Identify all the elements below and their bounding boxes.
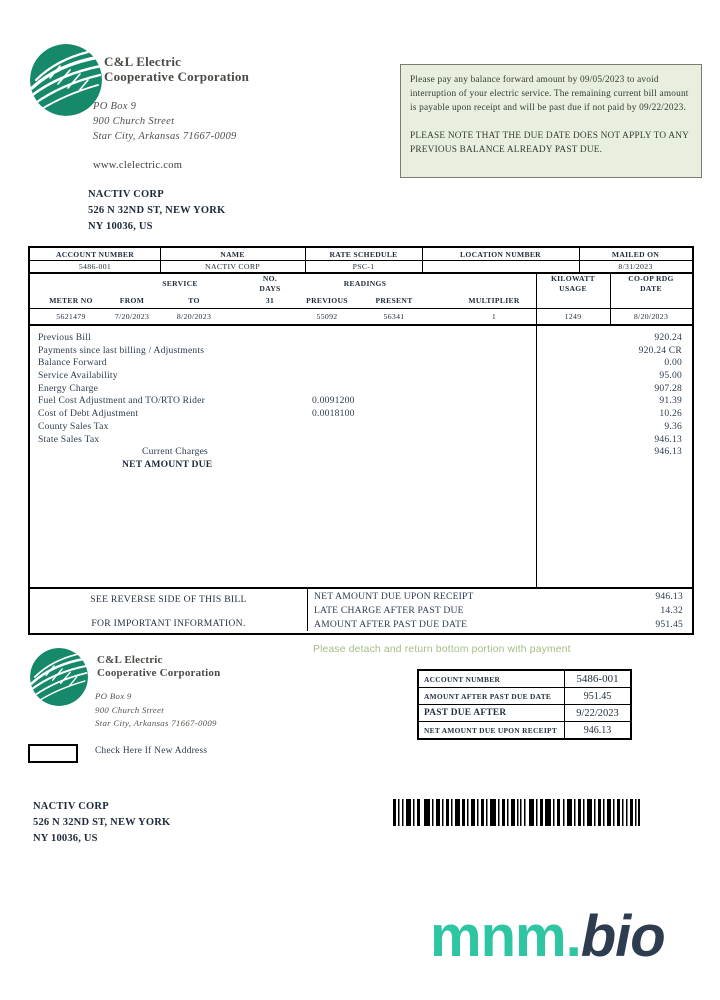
charge-amount: 9.36 bbox=[664, 420, 682, 432]
new-address-checkbox-label: Check Here If New Address bbox=[95, 746, 208, 756]
charge-row bbox=[30, 370, 692, 383]
stub-city: Star City, Arkansas 71667-0009 bbox=[95, 718, 217, 729]
summary-row bbox=[308, 619, 692, 633]
coop-label-2: DATE bbox=[640, 284, 662, 293]
coop-rdg-date-value: 8/20/2023 bbox=[633, 312, 669, 321]
bill-table bbox=[28, 246, 694, 635]
previous-label: PREVIOUS bbox=[306, 296, 348, 305]
charge-amount: 91.39 bbox=[659, 395, 682, 407]
charge-rate: 0.0018100 bbox=[312, 408, 355, 420]
to-label: TO bbox=[188, 296, 200, 305]
stub-row-account-number bbox=[419, 671, 630, 688]
company-name-line1: C&L Electric bbox=[104, 54, 182, 69]
company-logo-icon-stub bbox=[30, 648, 88, 706]
rate-schedule-value: PSC-1 bbox=[352, 262, 375, 271]
summary-amount: 14.32 bbox=[660, 605, 683, 616]
no-days-value: 31 bbox=[265, 296, 275, 305]
payment-notice-box bbox=[400, 64, 702, 178]
present-reading-value: 56341 bbox=[383, 312, 405, 321]
charge-amount: 10.26 bbox=[659, 408, 682, 420]
stub-recipient-address2: NY 10036, US bbox=[33, 832, 98, 844]
recipient-address1: 526 N 32ND ST, NEW YORK bbox=[88, 204, 226, 216]
company-name-line2: Cooperative Corporation bbox=[104, 69, 250, 85]
see-reverse-note: SEE REVERSE SIDE OF THIS BILL bbox=[90, 594, 247, 605]
divider bbox=[422, 248, 423, 272]
mnm-bio-watermark bbox=[430, 903, 665, 970]
stub-po-box: PO Box 9 bbox=[95, 691, 132, 701]
watermark-mnm: mnm. bbox=[430, 904, 581, 969]
stub-label: ACCOUNT NUMBER bbox=[419, 671, 565, 687]
charge-amount: 0.00 bbox=[664, 357, 682, 369]
recipient-address2: NY 10036, US bbox=[88, 220, 153, 232]
stub-street: 900 Church Street bbox=[95, 704, 164, 715]
readings-group-label: READINGS bbox=[343, 279, 387, 288]
charge-row bbox=[30, 395, 692, 408]
recipient-name: NACTIV CORP bbox=[88, 189, 164, 200]
stub-payment-table bbox=[417, 669, 632, 740]
company-name bbox=[104, 54, 249, 85]
name-value: NACTIV CORP bbox=[205, 262, 260, 271]
divider bbox=[30, 272, 692, 274]
stub-recipient-address1: 526 N 32ND ST, NEW YORK bbox=[33, 816, 171, 828]
charge-label: Current Charges bbox=[142, 446, 208, 458]
col-location-number: LOCATION NUMBER bbox=[460, 250, 541, 259]
charge-label: Cost of Debt Adjustment bbox=[38, 408, 139, 420]
service-from-value: 7/20/2023 bbox=[114, 312, 150, 321]
multiplier-value: 1 bbox=[491, 312, 497, 321]
charge-label: Fuel Cost Adjustment and TO/RTO Rider bbox=[38, 395, 205, 407]
summary-amount: 946.13 bbox=[655, 591, 683, 602]
divider bbox=[30, 324, 692, 326]
important-info-note: FOR IMPORTANT INFORMATION. bbox=[91, 618, 246, 629]
stub-value: 9/22/2023 bbox=[576, 707, 619, 719]
new-address-checkbox bbox=[28, 744, 78, 763]
summary-row bbox=[308, 591, 692, 605]
stub-recipient-address bbox=[33, 799, 170, 846]
kilowatt-label-2: USAGE bbox=[559, 284, 587, 293]
recipient-address-block bbox=[88, 187, 225, 234]
charge-row bbox=[30, 332, 692, 345]
stub-company-name-line1: C&L Electric bbox=[97, 654, 163, 666]
company-address bbox=[93, 99, 237, 145]
charge-row bbox=[30, 408, 692, 421]
kilowatt-label-1: KILOWATT bbox=[550, 274, 596, 283]
stub-company-address bbox=[95, 690, 217, 731]
summary-amount: 951.45 bbox=[655, 619, 683, 630]
charge-row-current-charges bbox=[30, 446, 692, 459]
divider bbox=[579, 248, 580, 272]
charge-row bbox=[30, 421, 692, 434]
stub-label: NET AMOUNT DUE UPON RECEIPT bbox=[419, 722, 565, 738]
charge-label: Previous Bill bbox=[38, 332, 91, 343]
summary-label: LATE CHARGE AFTER PAST DUE bbox=[314, 605, 464, 616]
from-label: FROM bbox=[119, 296, 145, 305]
notice-paragraph-1: Please pay any balance forward amount by 09/05/2023 to avoid interruption of your electric service. The remaining current bill amount is payable upon receipt and will be past due if not paid by 09/22/2023. bbox=[410, 75, 689, 113]
no-days-label-2: DAYS bbox=[259, 284, 281, 293]
present-label: PRESENT bbox=[375, 296, 413, 305]
summary-label: AMOUNT AFTER PAST DUE DATE bbox=[314, 619, 468, 630]
charge-amount: 946.13 bbox=[654, 446, 682, 458]
watermark-bio: bio bbox=[580, 904, 665, 969]
stub-label: AMOUNT AFTER PAST DUE DATE bbox=[419, 688, 565, 704]
stub-value: 5486-001 bbox=[576, 673, 619, 685]
stub-value: 951.45 bbox=[583, 690, 612, 702]
mailed-on-value: 8/31/2023 bbox=[618, 262, 653, 271]
charge-row bbox=[30, 345, 692, 358]
service-group-label: SERVICE bbox=[162, 279, 198, 288]
stub-row-amount-after-past-due bbox=[419, 688, 630, 705]
stub-company-name bbox=[97, 654, 220, 680]
col-name: NAME bbox=[220, 250, 245, 259]
barcode bbox=[393, 799, 640, 826]
multiplier-label: MULTIPLIER bbox=[468, 296, 520, 305]
service-to-value: 8/20/2023 bbox=[176, 312, 212, 321]
col-mailed-on: MAILED ON bbox=[611, 250, 660, 259]
previous-reading-value: 55092 bbox=[316, 312, 338, 321]
divider bbox=[610, 274, 611, 324]
detach-instruction: Please detach and return bottom portion with payment bbox=[313, 644, 571, 655]
charge-row bbox=[30, 434, 692, 447]
stub-recipient-name: NACTIV CORP bbox=[33, 801, 109, 812]
no-days-label-1: NO. bbox=[262, 274, 278, 283]
summary-right-cell bbox=[308, 589, 692, 631]
col-account-number: ACCOUNT NUMBER bbox=[55, 250, 135, 259]
charge-rate: 0.0091200 bbox=[312, 395, 355, 407]
divider bbox=[305, 248, 306, 272]
account-number-value: 5486-001 bbox=[78, 262, 112, 271]
company-logo-icon bbox=[30, 44, 102, 116]
stub-value: 946.13 bbox=[583, 724, 612, 736]
stub-row-past-due-after bbox=[419, 705, 630, 722]
kilowatt-usage-value: 1249 bbox=[564, 312, 582, 321]
charge-amount: 920.24 bbox=[654, 332, 682, 343]
charge-label: Balance Forward bbox=[38, 357, 107, 369]
summary-row bbox=[308, 605, 692, 619]
charge-amount: 95.00 bbox=[659, 370, 682, 382]
coop-label-1: CO-OP RDG bbox=[628, 274, 674, 283]
summary-left-cell bbox=[30, 589, 307, 631]
charge-amount: 946.13 bbox=[654, 433, 682, 445]
stub-company-name-line2: Cooperative Corporation bbox=[97, 667, 221, 680]
divider bbox=[30, 308, 692, 309]
charge-label: State Sales Tax bbox=[38, 433, 100, 445]
meter-no-label: METER NO bbox=[49, 296, 93, 305]
divider bbox=[30, 260, 692, 261]
charge-label: Energy Charge bbox=[38, 382, 99, 394]
charge-amount: 907.28 bbox=[654, 382, 682, 394]
notice-paragraph-2: PLEASE NOTE THAT THE DUE DATE DOES NOT APPLY TO ANY PREVIOUS BALANCE ALREADY PAST DUE. bbox=[410, 130, 689, 155]
charge-amount: 920.24 CR bbox=[638, 344, 682, 356]
company-po-box: PO Box 9 bbox=[93, 101, 137, 112]
charge-row bbox=[30, 383, 692, 396]
charge-row bbox=[30, 357, 692, 370]
stub-label: PAST DUE AFTER bbox=[419, 705, 565, 721]
company-website: www.clelectric.com bbox=[93, 160, 183, 171]
company-street: 900 Church Street bbox=[93, 116, 175, 128]
charge-label: Payments since last billing / Adjustments bbox=[38, 344, 205, 356]
charge-label: Service Availability bbox=[38, 370, 118, 382]
company-city: Star City, Arkansas 71667-0009 bbox=[93, 131, 237, 143]
summary-label: NET AMOUNT DUE UPON RECEIPT bbox=[314, 591, 474, 602]
col-rate-schedule: RATE SCHEDULE bbox=[329, 250, 398, 259]
divider bbox=[160, 248, 161, 272]
charge-label: NET AMOUNT DUE bbox=[122, 458, 213, 470]
charge-label: County Sales Tax bbox=[38, 420, 109, 432]
meter-no-value: 5621479 bbox=[56, 312, 86, 321]
charge-row-net-amount-due bbox=[30, 459, 692, 472]
stub-row-net-amount-due bbox=[419, 722, 630, 738]
charges-section bbox=[30, 332, 692, 472]
